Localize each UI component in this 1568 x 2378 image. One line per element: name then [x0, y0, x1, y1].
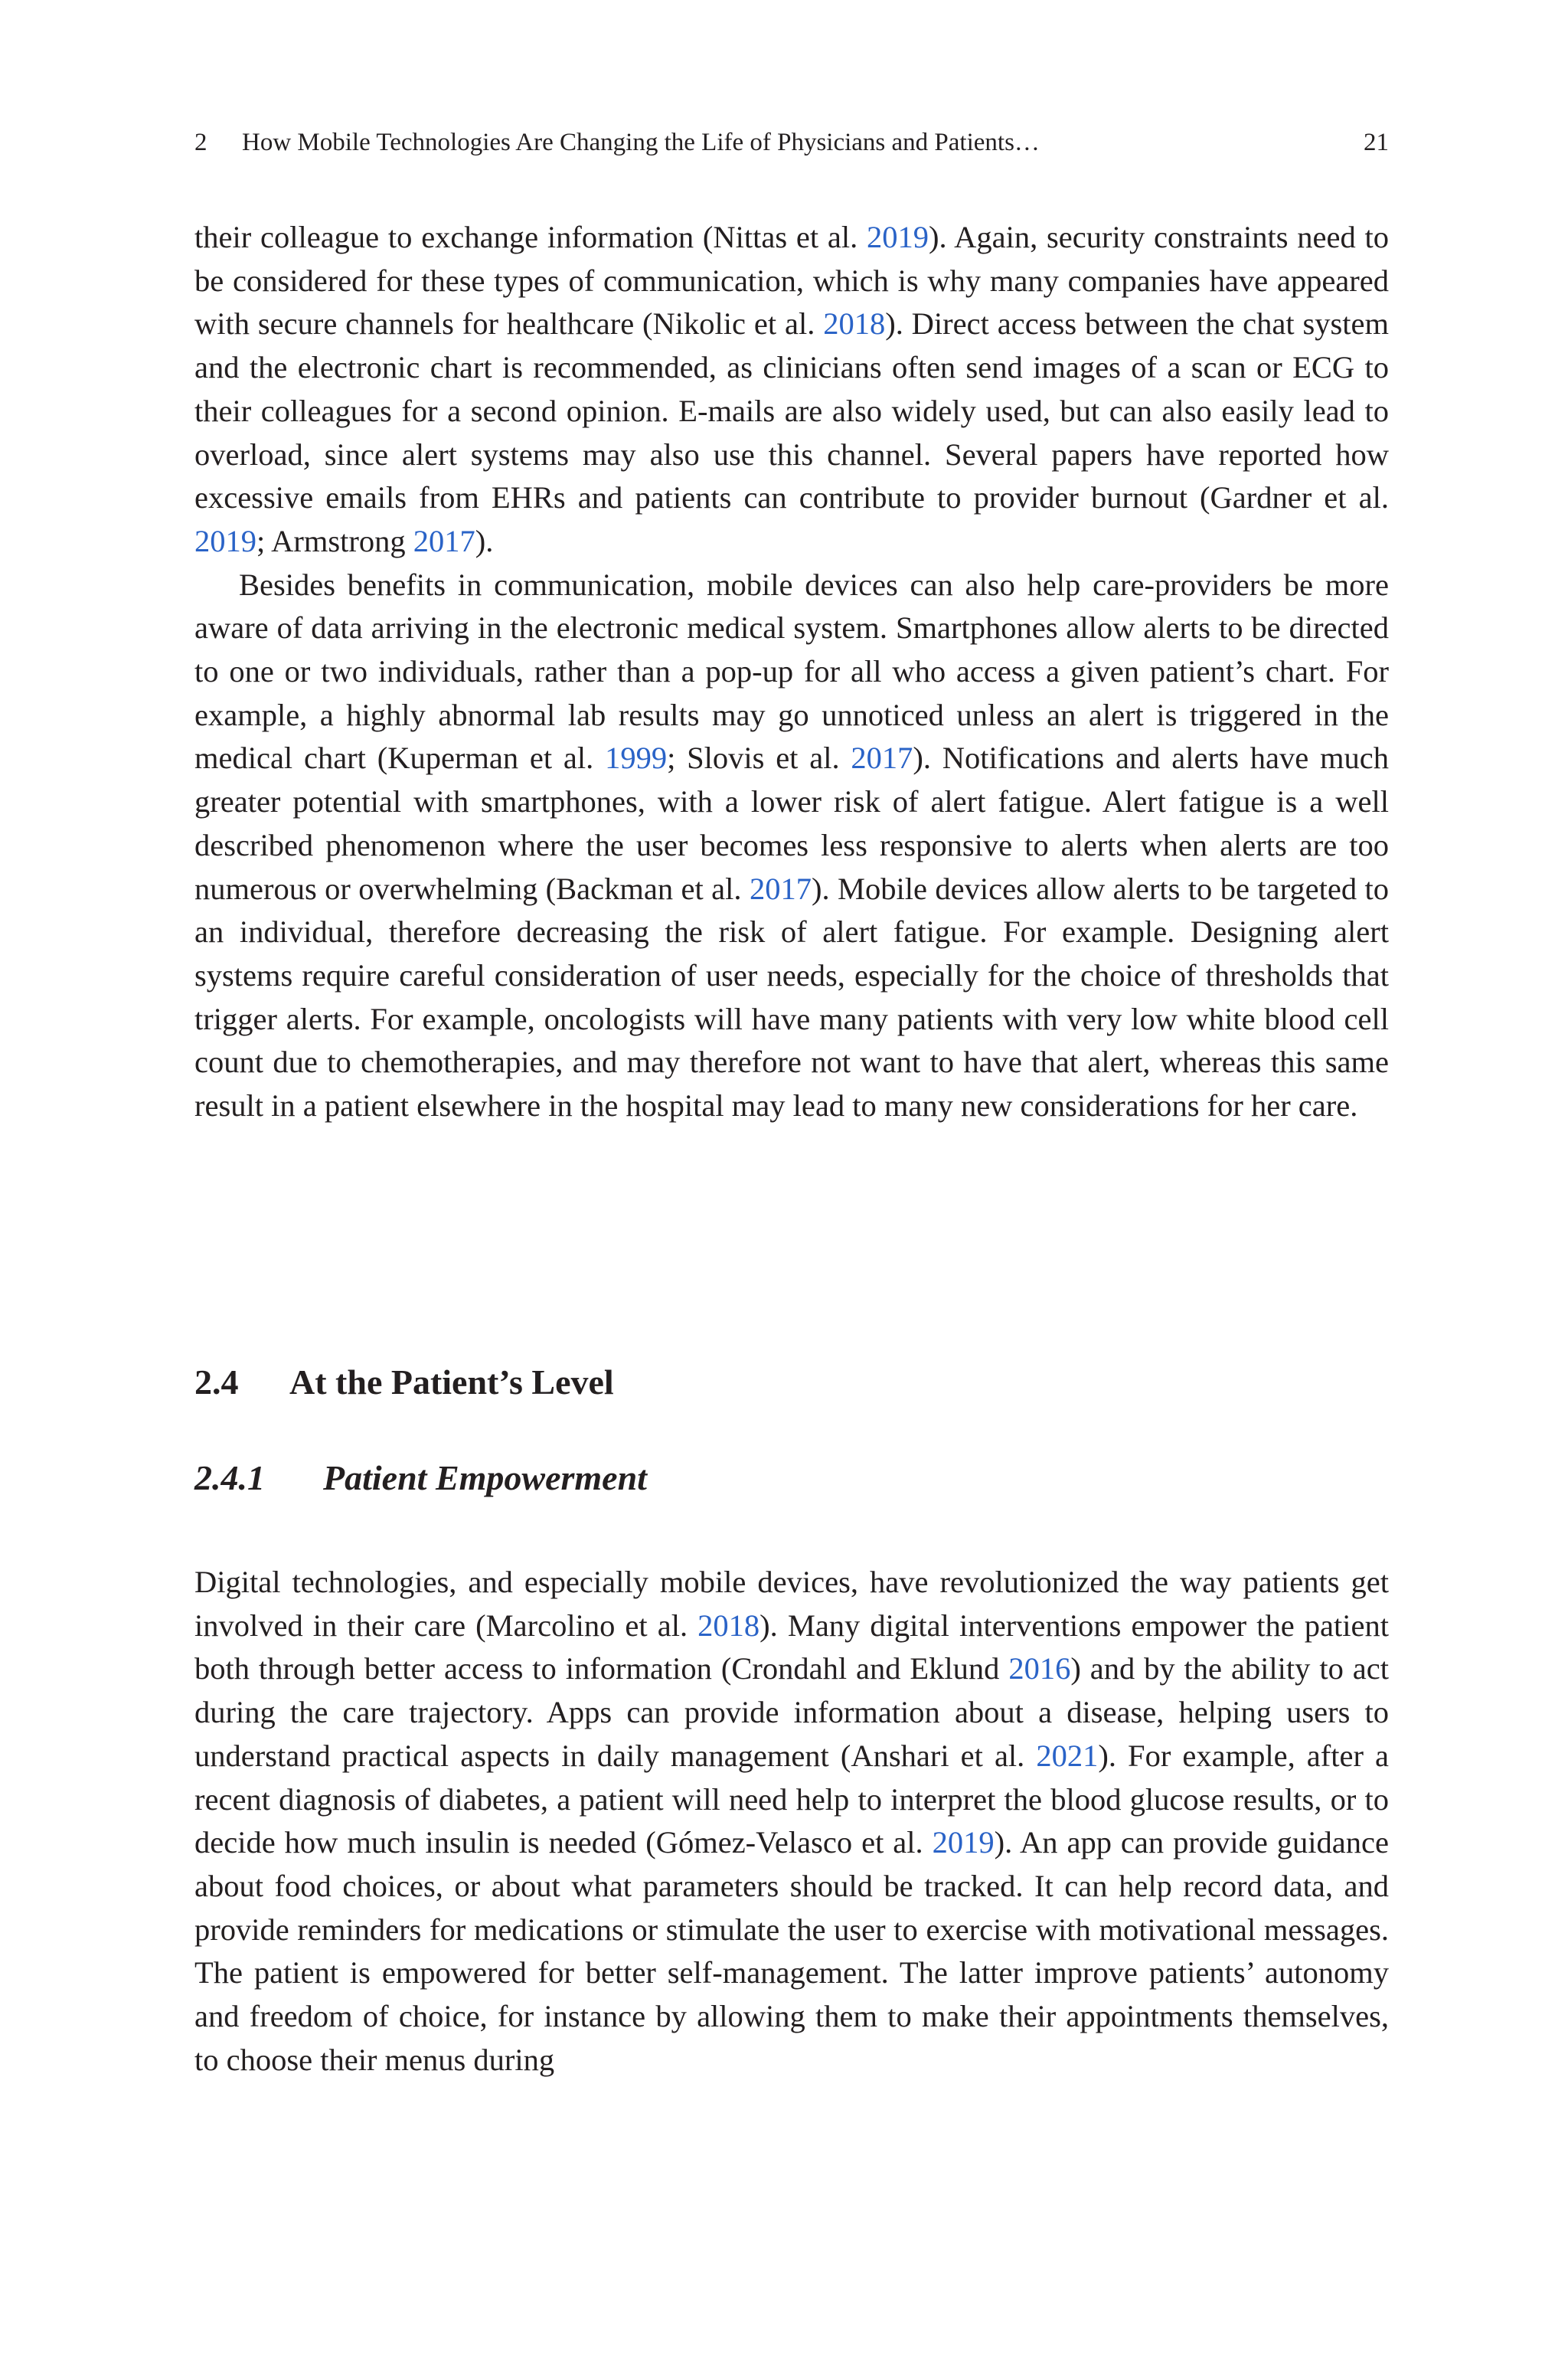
chapter-number: 2 [194, 129, 207, 156]
subsection-title: Patient Empowerment [323, 1458, 647, 1497]
citation-link[interactable]: 2021 [1036, 1738, 1099, 1773]
citation-link[interactable]: 2018 [823, 306, 886, 342]
citation-link[interactable]: 2019 [194, 523, 256, 558]
page-number: 21 [1364, 129, 1389, 156]
paragraph-3-text: ) and by the ability to act during the care trajectory. Apps can provide information about a disease, helping users to understand practical aspects in daily management (Anshari et al. [194, 1651, 1389, 1773]
paragraph-2 [194, 564, 1389, 1128]
paragraph-2-text: ). Mobile devices allow alerts to be targeted to an individual, therefore decreasing the risk of alert fatigue. For example. Designing alert systems require careful consideration of user needs, especially for the choice of thresholds that trigger alerts. For example, oncologists will have many patients with very low white blood cell count due to chemotherapies, and may therefore not want to have that alert, whereas this same result in a patient elsewhere in the hospital may lead to many new considerations for her care. [194, 871, 1389, 1124]
section-number: 2.4 [194, 1362, 239, 1402]
citation-link[interactable]: 2017 [413, 523, 475, 558]
paragraph-1 [194, 216, 1389, 564]
paragraph-3-text: Digital technologies, and especially mobile devices, have revolutionized the way patients get involved in their care (Marcolino et al. [194, 1565, 1389, 1643]
body-block-1 [194, 216, 1389, 1128]
paragraph-3-text: ). Many digital interventions empower the patient both through better access to information (Crondahl and Eklund [194, 1608, 1389, 1686]
paragraph-1-text: ). Direct access between the chat system and the electronic chart is recommended, as clinicians often send images of a scan or ECG to their colleagues for a second opinion. E-mails are also widely used, but can also easily lead to overload, since alert systems may also use this channel. Several papers have reported how excessive emails from EHRs and patients can contribute to provider burnout (Gardner et al. [194, 306, 1389, 515]
body-block-2 [194, 1561, 1389, 2082]
paragraph-1-text: ). [475, 523, 494, 558]
citation-link[interactable]: 2017 [851, 741, 913, 776]
section-title: At the Patient’s Level [289, 1362, 614, 1402]
paragraph-3-text: ). For example, after a recent diagnosis of diabetes, a patient will need help to interpret the blood glucose results, or to decide how much insulin is needed (Gómez-Velasco et al. [194, 1738, 1389, 1860]
paragraph-3 [194, 1561, 1389, 2082]
subsection-heading [194, 1455, 647, 1501]
citation-link[interactable]: 2017 [749, 871, 812, 906]
subsection-number: 2.4.1 [194, 1458, 265, 1497]
paragraph-1-text: ; Armstrong [256, 523, 413, 558]
citation-link[interactable]: 1999 [605, 741, 668, 776]
section-heading [194, 1359, 614, 1405]
paragraph-2-text: Besides benefits in communication, mobile devices can also help care-providers be more aware of data arriving in the electronic medical system. Smartphones allow alerts to be directed to one or two individuals, rather than a pop-up for all who access a given patient’s chart. For example, a highly abnormal lab results may go unnoticed unless an alert is triggered in the medical chart (Kuperman et al. [194, 567, 1389, 776]
running-head [194, 124, 1389, 161]
citation-link[interactable]: 2019 [932, 1825, 995, 1860]
paragraph-3-text: ). An app can provide guidance about food choices, or about what parameters should be tracked. It can help record data, and provide reminders for medications or stimulate the user to exercise with motivational messages. The patient is empowered for better self-management. The latter improve patients’ autonomy and freedom of choice, for instance by allowing them to make their appointments themselves, to choose their menus during [194, 1825, 1389, 2077]
citation-link[interactable]: 2019 [867, 220, 929, 254]
paragraph-2-text: ; Slovis et al. [667, 741, 851, 776]
paragraph-2-text: ). Notifications and alerts have much greater potential with smartphones, with a lower risk of alert fatigue. Alert fatigue is a well described phenomenon where the user becomes less responsive to alerts when alerts are too numerous or overwhelming (Backman et al. [194, 741, 1389, 906]
chapter-title: How Mobile Technologies Are Changing the Life of Physicians and Patients… [242, 129, 1040, 156]
citation-link[interactable]: 2018 [697, 1608, 760, 1643]
paragraph-1-text: their colleague to exchange information (Nittas et al. [194, 220, 867, 254]
citation-link[interactable]: 2016 [1008, 1651, 1071, 1686]
paragraph-1-text: ). Again, security constraints need to be considered for these types of communication, which is why many companies have appeared with secure channels for healthcare (Nikolic et al. [194, 220, 1389, 342]
